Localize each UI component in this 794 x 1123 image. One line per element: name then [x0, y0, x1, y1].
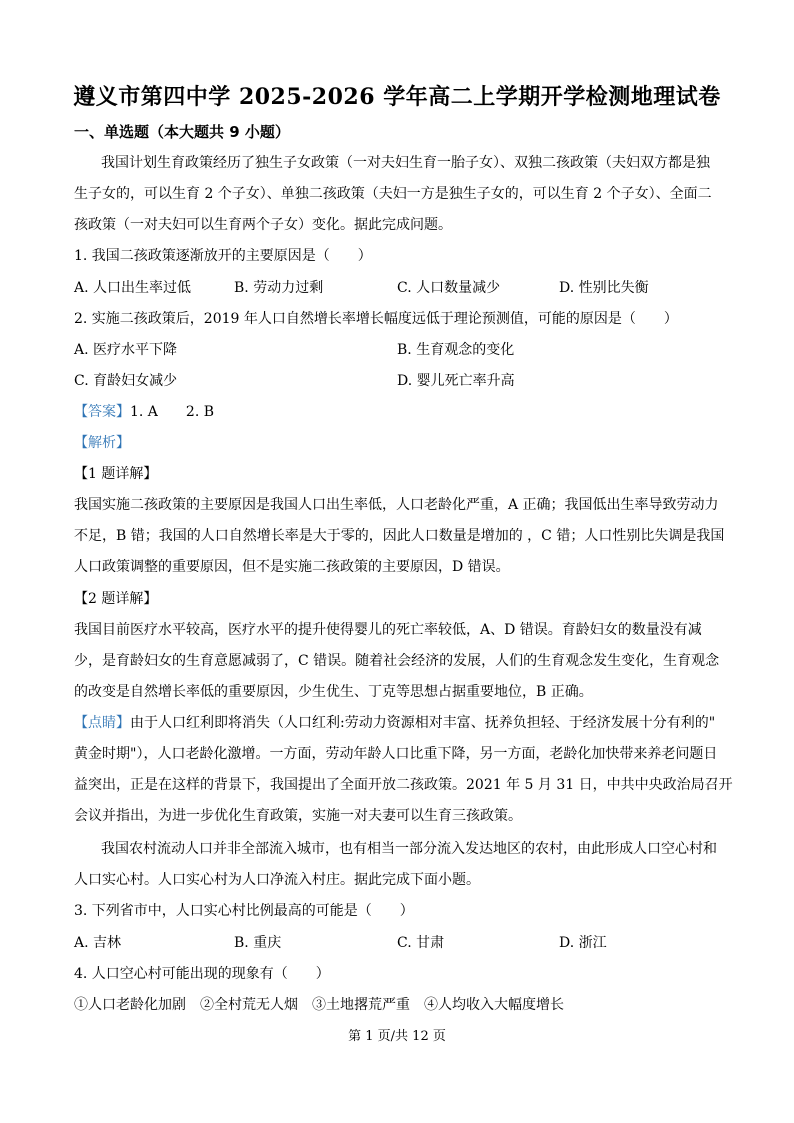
question-1-option-a: A. 人口出生率过低 [74, 280, 192, 296]
question-1-option-b: B. 劳动力过剩 [234, 280, 324, 296]
question-2-option-a: A. 医疗水平下降 [74, 342, 178, 358]
answer-text: 1. A 2. B [130, 404, 215, 420]
remark-line-1 [74, 713, 734, 733]
question-2-option-d: D. 婴儿死亡率升高 [397, 373, 515, 389]
question-1-option-c: C. 人口数量减少 [397, 280, 501, 296]
remark-text-1: 由于人口红利即将消失（人口红利:劳动力资源相对丰富、抚养负担轻、于经济发展十分有利的" [130, 715, 716, 731]
remark-line-3: 益突出，正是在这样的背景下，我国提出了全面开放二孩政策。2021 年 5 月 31 日，中共中央政治局召开 [74, 777, 733, 793]
question-3-option-d: D. 浙江 [559, 935, 607, 951]
detail-1-line-3: 人口政策调整的重要原因，但不是实施二孩政策的主要原因，D 错误。 [74, 559, 510, 575]
passage1-line-3: 孩政策（一对夫妇可以生育两个子女）变化。据此完成问题。 [74, 217, 452, 233]
page-footer: 第 1 页/共 12 页 [348, 1029, 446, 1044]
question-4-items: ①人口老龄化加剧 ②全村荒无人烟 ③土地撂荒严重 ④人均收入大幅度增长 [74, 997, 564, 1013]
passage2-line-2: 人口实心村。人口实心村为人口净流入村庄。据此完成下面小题。 [74, 872, 480, 888]
passage2-line-1: 我国农村流动人口并非全部流入城市，也有相当一部分流入发达地区的农村，由此形成人口空心村和 [101, 841, 717, 857]
detail-1-line-1: 我国实施二孩政策的主要原因是我国人口出生率低，人口老龄化严重，A 正确；我国低出生率导致劳动力 [74, 497, 719, 513]
question-1-stem: 1. 我国二孩政策逐渐放开的主要原因是（ ） [74, 248, 372, 264]
answer-tag: 【答案】 [74, 404, 130, 420]
remark-line-4: 会议并指出，为进一步优化生育政策，实施一对夫妻可以生育三孩政策。 [74, 808, 522, 824]
question-4-stem: 4. 人口空心村可能出现的现象有（ ） [74, 966, 330, 982]
remark-tag: 【点睛】 [74, 715, 130, 731]
question-3-option-b: B. 重庆 [234, 935, 282, 951]
passage1-line-1: 我国计划生育政策经历了独生子女政策（一对夫妇生育一胎子女）、双独二孩政策（夫妇双方都是独 [101, 155, 710, 171]
question-3-option-a: A. 吉林 [74, 935, 122, 951]
question-2-option-b: B. 生育观念的变化 [397, 342, 515, 358]
detail-1-heading: 【1 题详解】 [74, 466, 158, 482]
detail-2-heading: 【2 题详解】 [74, 591, 158, 607]
answer-line [74, 402, 734, 422]
question-1-option-d: D. 性别比失衡 [559, 280, 649, 296]
detail-2-line-3: 的改变是自然增长率低的重要原因，少生优生、丁克等思想占据重要地位，B 正确。 [74, 684, 593, 700]
question-2-stem: 2. 实施二孩政策后，2019 年人口自然增长率增长幅度远低于理论预测值，可能的原因是（ ） [74, 311, 678, 327]
analysis-tag: 【解析】 [74, 435, 130, 451]
passage1-line-2: 生子女的，可以生育 2 个子女）、单独二孩政策（夫妇一方是独生子女的，可以生育 2 个子女）、全面二 [74, 186, 712, 202]
question-3-option-c: C. 甘肃 [397, 935, 445, 951]
question-3-stem: 3. 下列省市中，人口实心村比例最高的可能是（ ） [74, 903, 414, 919]
remark-line-2: 黄金时期"），人口老龄化激增。一方面，劳动年龄人口比重下降，另一方面，老龄化加快带来养老问题日 [74, 746, 718, 762]
detail-2-line-1: 我国目前医疗水平较高，医疗水平的提升使得婴儿的死亡率较低，A、D 错误。育龄妇女的数量没有减 [74, 622, 702, 638]
detail-1-line-2: 不足，B 错；我国的人口自然增长率是大于零的，因此人口数量是增加的 ，C 错；人口性别比失调是我国 [74, 528, 725, 544]
section-heading: 一、单选题（本大题共 9 小题） [74, 123, 290, 141]
question-2-option-c: C. 育龄妇女减少 [74, 373, 178, 389]
detail-2-line-2: 少，是育龄妇女的生育意愿减弱了，C 错误。随着社会经济的发展，人们的生育观念发生变化，生育观念 [74, 653, 720, 669]
exam-title: 遵义市第四中学 2025-2026 学年高二上学期开学检测地理试卷 [73, 84, 721, 110]
